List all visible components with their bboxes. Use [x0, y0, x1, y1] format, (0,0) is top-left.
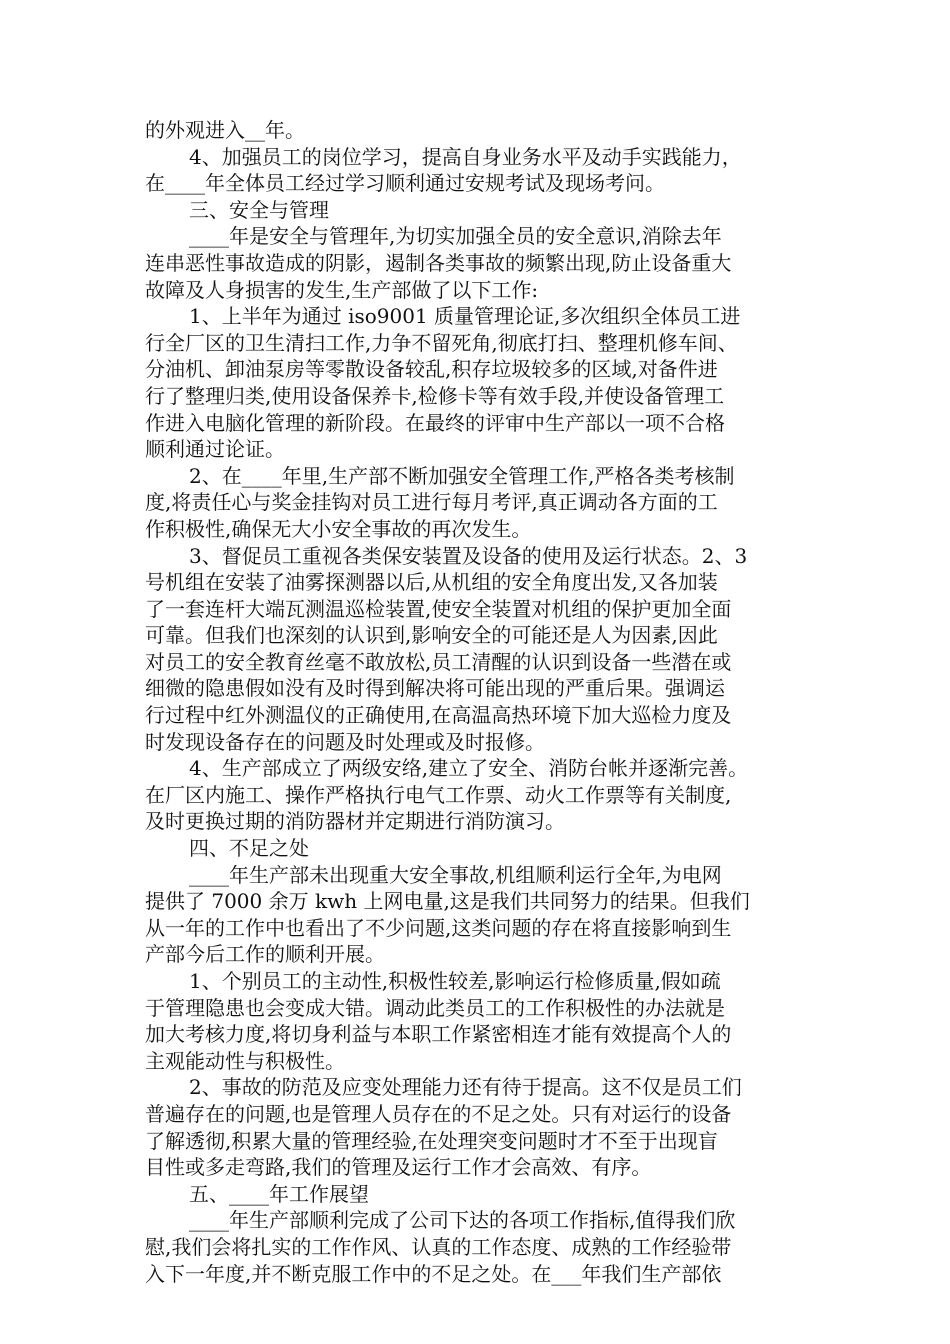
text-line: 细微的隐患假如没有及时得到解决将可能出现的严重后果。强调运 — [145, 676, 725, 701]
text-line: 目性或多走弯路,我们的管理及运行工作才会高效、有序。 — [145, 1155, 652, 1180]
text-line: 可靠。但我们也深刻的认识到,影响安全的可能还是人为因素,因此 — [145, 623, 718, 648]
text-line: 度,将责任心与奖金挂钩对员工进行每月考评,真正调动各方面的工 — [145, 490, 718, 515]
text-line: 4、加强员工的岗位学习，提高自身业务水平及动手实践能力， — [189, 144, 742, 169]
text-line: 加大考核力度,将切身利益与本职工作紧密相连才能有效提高个人的 — [145, 1022, 732, 1047]
text-line: 普遍存在的问题,也是管理人员存在的不足之处。只有对运行的设备 — [145, 1101, 732, 1126]
text-line: 作积极性,确保无大小安全事故的再次发生。 — [145, 516, 532, 541]
text-line: ____年是安全与管理年,为切实加强全员的安全意识,消除去年 — [189, 224, 722, 249]
text-line: 对员工的安全教育丝毫不敢放松,员工清醒的认识到设备一些潜在或 — [145, 649, 732, 674]
text-line: 顺利通过论证。 — [145, 437, 285, 462]
text-line: 慰,我们会将扎实的工作作风、认真的工作态度、成熟的工作经验带 — [145, 1234, 732, 1259]
text-line: 1、上半年为通过 iso9001 质量管理论证,多次组织全体员工进 — [189, 304, 741, 329]
text-line: 号机组在安装了油雾探测器以后,从机组的安全角度出发,又各加装 — [145, 570, 718, 595]
text-line: ____年生产部未出现重大安全事故,机组顺利运行全年,为电网 — [189, 862, 722, 887]
text-line: 时发现设备存在的问题及时处理或及时报修。 — [145, 729, 545, 754]
text-line: 于管理隐患也会变成大错。调动此类员工的工作积极性的办法就是 — [145, 995, 725, 1020]
text-line: 提供了 7000 余万 kwh 上网电量,这是我们共同努力的结果。但我们 — [145, 889, 750, 914]
text-line: 2、事故的防范及应变处理能力还有待于提高。这不仅是员工们 — [189, 1075, 742, 1100]
text-line: 行了整理归类,使用设备保养卡,检修卡等有效手段,并使设备管理工 — [145, 383, 725, 408]
text-line: 五、____年工作展望 — [189, 1181, 369, 1206]
text-line: 作进入电脑化管理的新阶段。在最终的评审中生产部以一项不合格 — [145, 410, 725, 435]
text-line: ____年生产部顺利完成了公司下达的各项工作指标,值得我们欣 — [189, 1208, 736, 1233]
text-line: 主观能动性与积极性。 — [145, 1048, 345, 1073]
text-line: 的外观进入__年。 — [145, 118, 305, 142]
text-line: 3、督促员工重视各类保安装置及设备的使用及运行状态。2、3 — [189, 543, 748, 568]
text-line: 了解透彻,积累大量的管理经验,在处理突变问题时才不至于出现盲 — [145, 1128, 718, 1153]
text-line: 从一年的工作中也看出了不少问题,这类问题的存在将直接影响到生 — [145, 915, 732, 940]
text-line: 行过程中红外测温仪的正确使用,在高温高热环境下加大巡检力度及 — [145, 703, 732, 728]
text-line: 入下一年度,并不断克服工作中的不足之处。在___年我们生产部依 — [145, 1261, 722, 1286]
text-line: 产部今后工作的顺利开展。 — [145, 942, 385, 967]
text-line: 在____年全体员工经过学习顺利通过安规考试及现场考问。 — [145, 171, 665, 196]
document-body — [145, 117, 815, 1287]
text-line: 连串恶性事故造成的阴影，遏制各类事故的频繁出现,防止设备重大 — [145, 250, 732, 275]
text-line: 三、安全与管理 — [189, 197, 329, 222]
text-line: 行全厂区的卫生清扫工作,力争不留死角,彻底打扫、整理机修车间、 — [145, 330, 738, 355]
text-line: 在厂区内施工、操作严格执行电气工作票、动火工作票等有关制度, — [145, 782, 732, 807]
text-line: 故障及人身损害的发生,生产部做了以下工作: — [145, 277, 539, 302]
text-line: 分油机、卸油泵房等零散设备较乱,积存垃圾较多的区域,对备件进 — [145, 357, 718, 382]
text-line: 4、生产部成立了两级安络,建立了安全、消防台帐并逐渐完善。 — [189, 756, 749, 781]
text-line: 2、在____年里,生产部不断加强安全管理工作,严格各类考核制 — [189, 463, 735, 488]
text-line: 及时更换过期的消防器材并定期进行消防演习。 — [145, 809, 565, 834]
text-line: 1、个别员工的主动性,积极性较差,影响运行检修质量,假如疏 — [189, 969, 721, 993]
text-line: 四、不足之处 — [189, 836, 309, 861]
text-line: 了一套连杆大端瓦测温巡检装置,使安全装置对机组的保护更加全面 — [145, 596, 732, 621]
